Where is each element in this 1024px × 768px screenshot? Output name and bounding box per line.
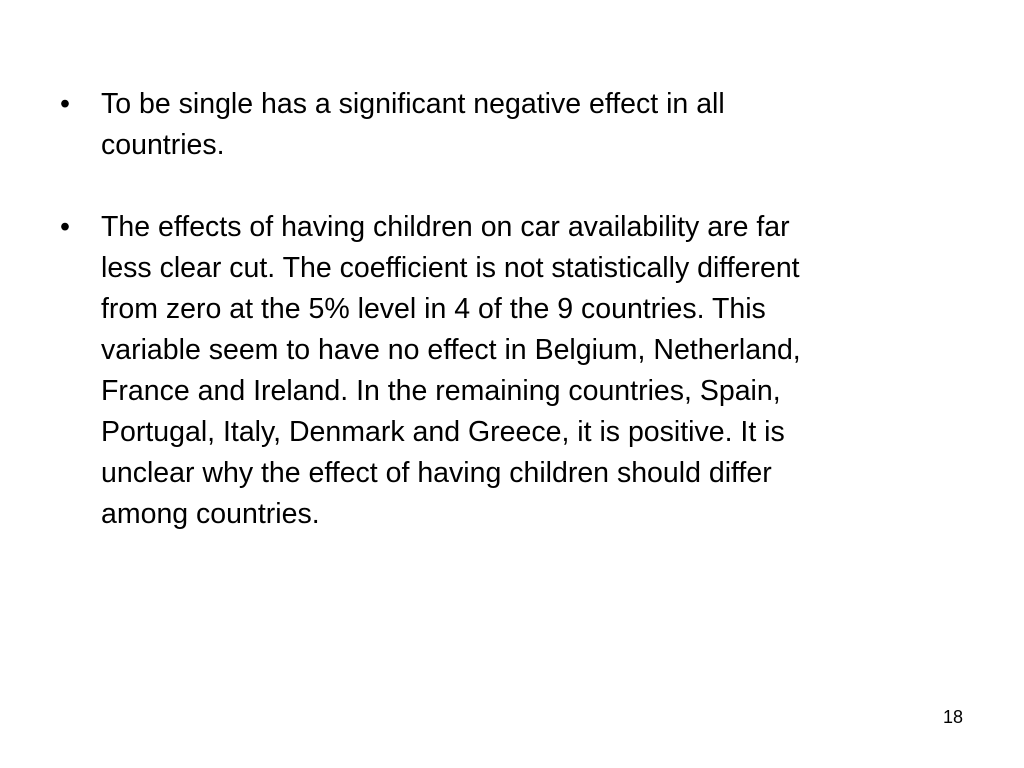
bullet-item-single: [60, 84, 960, 166]
bullet-text: To be single has a significant negative effect in all countries.: [101, 88, 725, 161]
bullet-list: [60, 84, 960, 535]
page-number: 18: [942, 707, 963, 727]
bullet-item-children: [60, 207, 960, 535]
bullet-marker-icon: •: [60, 211, 70, 243]
bullet-text: The effects of having children on car availability are far less clear cut. The coefficient is not statistically different from zero at the 5% level in 4 of the 9 countries. This variable seem to have no effect in Belgium, Netherland, France and Ireland. In the remaining countries, Spain, Portugal, Italy, Denmark and Greece, it is positive. It is unclear why the effect of having children should differ among countries.: [101, 211, 801, 530]
bullet-marker-icon: •: [60, 88, 70, 120]
